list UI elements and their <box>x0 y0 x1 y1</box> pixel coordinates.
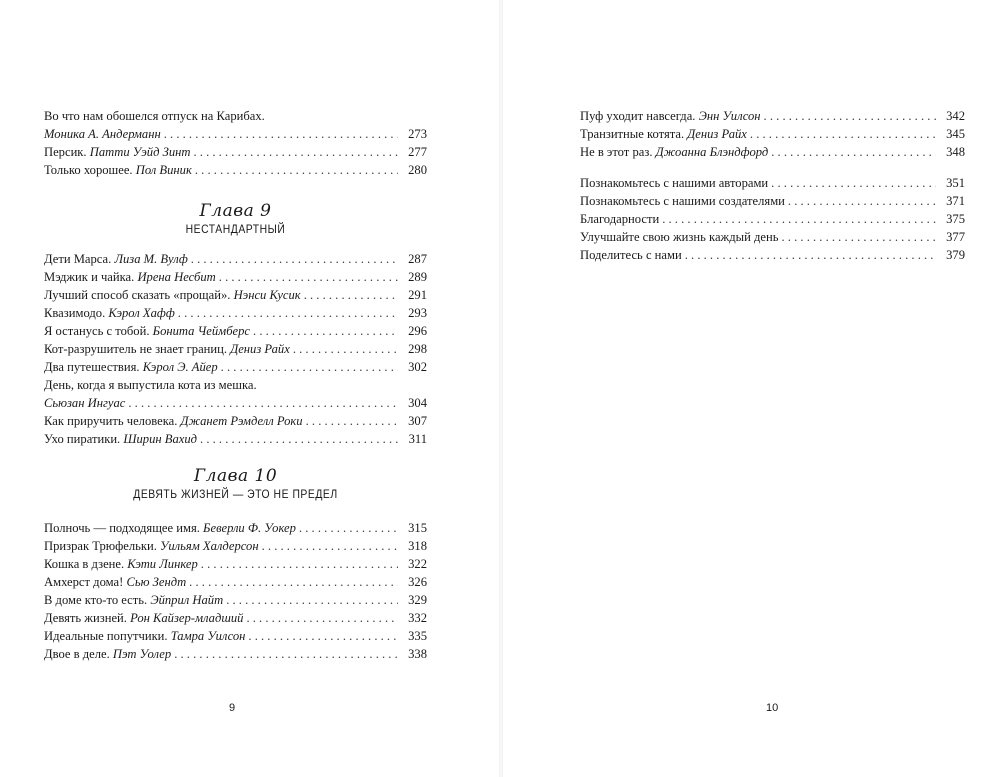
toc-entry <box>44 573 427 591</box>
toc-entry <box>44 125 427 143</box>
entry-title: Поделитесь с нами <box>580 248 682 262</box>
leader-dots <box>262 537 398 555</box>
toc-entry <box>44 250 427 268</box>
entry-page: 304 <box>408 396 427 410</box>
entry-author: Уильям Халдерсон <box>160 539 259 553</box>
entry-title: Благодарности <box>580 212 660 226</box>
entry-author: Энн Уилсон <box>698 109 761 123</box>
entry-title: Кошка в дзене. <box>44 557 128 571</box>
toc-entry <box>44 519 427 537</box>
entry-title: Улучшайте свою жизнь каждый день <box>580 230 779 244</box>
entry-page: 326 <box>408 575 427 589</box>
entry-title: Транзитные котята. <box>580 127 688 141</box>
chapter-number: Глава 9 <box>199 201 272 221</box>
leader-dots <box>193 143 398 161</box>
leader-dots <box>299 519 398 537</box>
leader-dots <box>662 210 936 228</box>
toc-entry <box>44 627 427 645</box>
toc-entry <box>44 161 427 179</box>
toc-entry <box>580 174 965 192</box>
entry-page: 311 <box>408 432 427 446</box>
entry-title: День, когда я выпустила кота из мешка. <box>44 378 257 392</box>
toc-entry <box>44 591 427 609</box>
toc-entry <box>44 609 427 627</box>
entry-page: 307 <box>408 414 427 428</box>
leader-dots <box>200 430 398 448</box>
toc-entry <box>44 555 427 573</box>
leader-dots <box>195 161 398 179</box>
entry-page: 377 <box>946 230 965 244</box>
entry-title: Квазимодо. <box>44 306 109 320</box>
entry-author: Бонита Чеймберс <box>152 324 251 338</box>
toc-entry <box>44 645 427 663</box>
entry-author: Моника А. Андерманн <box>44 127 161 141</box>
entry-author: Джоанна Блэндфорд <box>655 145 769 159</box>
page-number: 9 <box>229 702 236 714</box>
toc-entry <box>44 340 427 358</box>
entry-title: Девять жизней. <box>44 611 131 625</box>
entry-title: Амхерст дома! <box>44 575 127 589</box>
entry-page: 371 <box>946 194 965 208</box>
entry-title: Персик. <box>44 145 90 159</box>
toc-entry-heading-only <box>44 107 427 125</box>
entry-page: 318 <box>408 539 427 553</box>
leader-dots <box>246 609 398 627</box>
entry-title: Два путешествия. <box>44 360 143 374</box>
leader-dots <box>293 340 398 358</box>
entry-title: Дети Марса. <box>44 252 115 266</box>
entry-title: В доме кто-то есть. <box>44 593 151 607</box>
entry-author: Нэнси Кусик <box>233 288 301 302</box>
toc-entry <box>44 322 427 340</box>
entry-title: Лучший способ сказать «прощай». <box>44 288 234 302</box>
entry-title: Мэджик и чайка. <box>44 270 138 284</box>
entry-title: Познакомьтесь с нашими авторами <box>580 176 769 190</box>
toc-entry <box>44 412 427 430</box>
entry-title: Двое в деле. <box>44 647 113 661</box>
toc-back-matter <box>580 174 965 264</box>
entry-page: 289 <box>408 270 427 284</box>
entry-page: 329 <box>408 593 427 607</box>
chapter-title: НЕСТАНДАРТНЫЙ <box>185 222 286 236</box>
entry-title: Полночь — подходящее имя. <box>44 521 204 535</box>
entry-author: Кэти Линкер <box>127 557 198 571</box>
entry-page: 338 <box>408 647 427 661</box>
leader-dots <box>219 268 398 286</box>
leader-dots <box>304 286 398 304</box>
leader-dots <box>191 250 398 268</box>
toc-entry <box>44 286 427 304</box>
leader-dots <box>128 394 398 412</box>
entry-page: 348 <box>946 145 965 159</box>
chapter-9-heading <box>44 201 427 237</box>
toc-entry <box>580 125 965 143</box>
entry-page: 335 <box>408 629 427 643</box>
leader-dots <box>248 627 398 645</box>
entry-page: 291 <box>408 288 427 302</box>
leader-dots <box>750 125 936 143</box>
toc-entry <box>44 304 427 322</box>
leader-dots <box>201 555 398 573</box>
chapter-10-entries <box>44 519 427 663</box>
entry-title: Призрак Трюфельки. <box>44 539 161 553</box>
entry-author: Лиза М. Вулф <box>114 252 188 266</box>
entry-title: Во что нам обошелся отпуск на Карибах. <box>44 109 265 123</box>
entry-page: 322 <box>408 557 427 571</box>
entry-page: 280 <box>408 163 427 177</box>
entry-page: 277 <box>408 145 427 159</box>
toc-entry <box>44 537 427 555</box>
toc-entry <box>44 143 427 161</box>
chapter-number: Глава 10 <box>193 466 278 486</box>
entry-author: Сьюзан Ингуас <box>44 396 126 410</box>
entry-author: Эйприл Найт <box>150 593 224 607</box>
entry-page: 342 <box>946 109 965 123</box>
entry-author: Дениз Райх <box>230 342 290 356</box>
toc-entry <box>580 228 965 246</box>
entry-title: Ухо пиратики. <box>44 432 124 446</box>
leader-dots <box>178 304 398 322</box>
entry-title: Только хорошее. <box>44 163 136 177</box>
entry-page: 287 <box>408 252 427 266</box>
toc-entry <box>580 246 965 264</box>
leader-dots <box>788 192 936 210</box>
toc-entry <box>44 358 427 376</box>
leader-dots <box>189 573 398 591</box>
entry-page: 273 <box>408 127 427 141</box>
toc-entry <box>44 268 427 286</box>
entry-page: 298 <box>408 342 427 356</box>
chapter-10-heading <box>44 466 427 502</box>
entry-title: Идеальные попутчики. <box>44 629 171 643</box>
entry-author: Пэт Уолер <box>112 647 172 661</box>
entry-author: Патти Уэйд Зинт <box>89 145 191 159</box>
entry-author: Ирена Несбит <box>137 270 216 284</box>
leader-dots <box>782 228 937 246</box>
leader-dots <box>174 645 398 663</box>
entry-page: 345 <box>946 127 965 141</box>
entry-author: Тамра Уилсон <box>170 629 246 643</box>
entry-page: 293 <box>408 306 427 320</box>
entry-title: Познакомьтесь с нашими создателями <box>580 194 785 208</box>
entry-title: Я останусь с тобой. <box>44 324 153 338</box>
toc-block-top <box>44 107 427 179</box>
chapter-title: ДЕВЯТЬ ЖИЗНЕЙ — ЭТО НЕ ПРЕДЕЛ <box>133 487 338 501</box>
entry-page: 351 <box>946 176 965 190</box>
toc-entry <box>580 143 965 161</box>
entry-author: Джанет Рэмделл Роки <box>180 414 303 428</box>
entry-title: Не в этот раз. <box>580 145 656 159</box>
entry-author: Кэрол Э. Айер <box>142 360 218 374</box>
leader-dots <box>764 107 936 125</box>
entry-page: 315 <box>408 521 427 535</box>
leader-dots <box>771 143 936 161</box>
entry-title: Пуф уходит навсегда. <box>580 109 699 123</box>
entry-title: Кот-разрушитель не знает границ. <box>44 342 231 356</box>
leader-dots <box>164 125 398 143</box>
entry-author: Ширин Вахид <box>123 432 198 446</box>
entry-author: Сью Зендт <box>126 575 187 589</box>
entry-page: 332 <box>408 611 427 625</box>
leader-dots <box>253 322 398 340</box>
toc-entry-heading-only <box>44 376 427 394</box>
leader-dots <box>221 358 398 376</box>
leader-dots <box>306 412 398 430</box>
chapter-9-entries <box>44 250 427 448</box>
leader-dots <box>771 174 936 192</box>
toc-block-continued <box>580 107 965 161</box>
entry-page: 375 <box>946 212 965 226</box>
entry-author: Беверли Ф. Уокер <box>203 521 296 535</box>
entry-author: Пол Виник <box>135 163 192 177</box>
toc-entry <box>580 210 965 228</box>
toc-entry <box>44 394 427 412</box>
toc-entry <box>580 107 965 125</box>
entry-page: 296 <box>408 324 427 338</box>
right-page <box>502 0 1000 777</box>
toc-entry <box>580 192 965 210</box>
entry-page: 379 <box>946 248 965 262</box>
entry-author: Рон Кайзер-младший <box>130 611 244 625</box>
entry-title: Как приручить человека. <box>44 414 181 428</box>
page-number: 10 <box>766 702 779 714</box>
leader-dots <box>685 246 936 264</box>
toc-entry <box>44 430 427 448</box>
entry-page: 302 <box>408 360 427 374</box>
entry-author: Дениз Райх <box>687 127 747 141</box>
leader-dots <box>226 591 398 609</box>
entry-author: Кэрол Хафф <box>108 306 175 320</box>
